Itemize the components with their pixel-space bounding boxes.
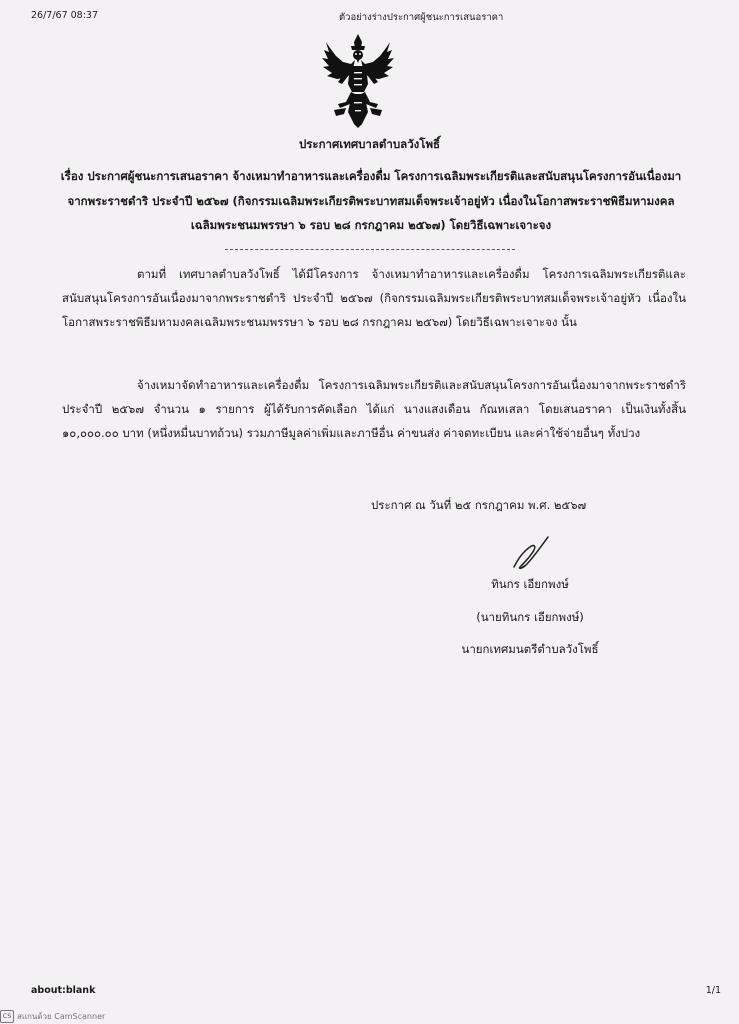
print-timestamp: 26/7/67 08:37 [31, 10, 99, 21]
camscanner-icon: CS [0, 1010, 14, 1023]
handwritten-signature [508, 533, 554, 573]
scanner-watermark [0, 1008, 105, 1024]
garuda-emblem-icon [318, 32, 398, 132]
header-divider [225, 249, 515, 250]
announcement-subject: เรื่อง ประกาศผู้ชนะการเสนอราคา จ้างเหมาทำอาหารและเครื่องดื่ม โครงการเฉลิมพระเกียรติและสนับสนุนโครงการอันเนื่องมาจากพระราชดำริ ประจำปี ๒๕๖๗ (กิจกรรมเฉลิมพระเกียรติพระบาทสมเด็จพระเจ้าอยู่หัว เนื่องในโอกาสพระราชพิธีมหามงคลเฉลิมพระชนมพรรษา ๖ รอบ ๒๘ กรกฎาคม ๒๕๖๗) โดยวิธีเฉพาะเจาะจง [60, 169, 682, 232]
body-paragraph-2: จ้างเหมาจัดทำอาหารและเครื่องดื่ม โครงการเฉลิมพระเกียรติและสนับสนุนโครงการอันเนื่องมาจากพระราชดำริ ประจำปี ๒๕๖๗ จำนวน ๑ รายการ ผู้ได้รับการคัดเลือก ได้แก่ นางแสงเดือน กัณหเสลา โดยเสนอราคา เป็นเงินทั้งสิ้น ๑๐,๐๐๐.๐๐ บาท (หนึ่งหมื่นบาทถ้วน) รวมภาษีมูลค่าเพิ่มและภาษีอื่น ค่าขนส่ง ค่าจดทะเบียน และค่าใช้จ่ายอื่นๆ ทั้งปวง [62, 378, 686, 440]
announcement-date: ประกาศ ณ วันที่ ๒๕ กรกฎาคม พ.ศ. ๒๕๖๗ [371, 498, 587, 512]
body-paragraph-1: ตามที่ เทศบาลตำบลวังโพธิ์ ได้มีโครงการ จ้างเหมาทำอาหารและเครื่องดื่ม โครงการเฉลิมพระเกียรติและสนับสนุนโครงการอันเนื่องมาจากพระราชดำริ ประจำปี ๒๕๖๗ (กิจกรรมเฉลิมพระเกียรติพระบาทสมเด็จพระเจ้าอยู่หัว เนื่องในโอกาสพระราชพิธีมหามงคลเฉลิมพระชนมพรรษา ๖ รอบ ๒๘ กรกฎาคม ๒๕๖๗) โดยวิธีเฉพาะเจาะจง นั้น [62, 267, 686, 329]
signer-full-name: (นายทินกร เอียกพงษ์) [476, 610, 584, 624]
signer-name: ทินกร เอียกพงษ์ [491, 577, 569, 591]
print-header [31, 10, 699, 24]
page-number: 1/1 [705, 985, 721, 996]
organization-title: ประกาศเทศบาลตำบลวังโพธิ์ [298, 137, 441, 151]
scanner-text: สแกนด้วย CamScanner [17, 1011, 106, 1021]
signer-position: นายกเทศมนตรีตำบลวังโพธิ์ [461, 642, 599, 656]
print-url: about:blank [31, 985, 96, 996]
print-document-title: ตัวอย่างร่างประกาศผู้ชนะการเสนอราคา [339, 12, 504, 23]
print-footer [31, 985, 721, 999]
